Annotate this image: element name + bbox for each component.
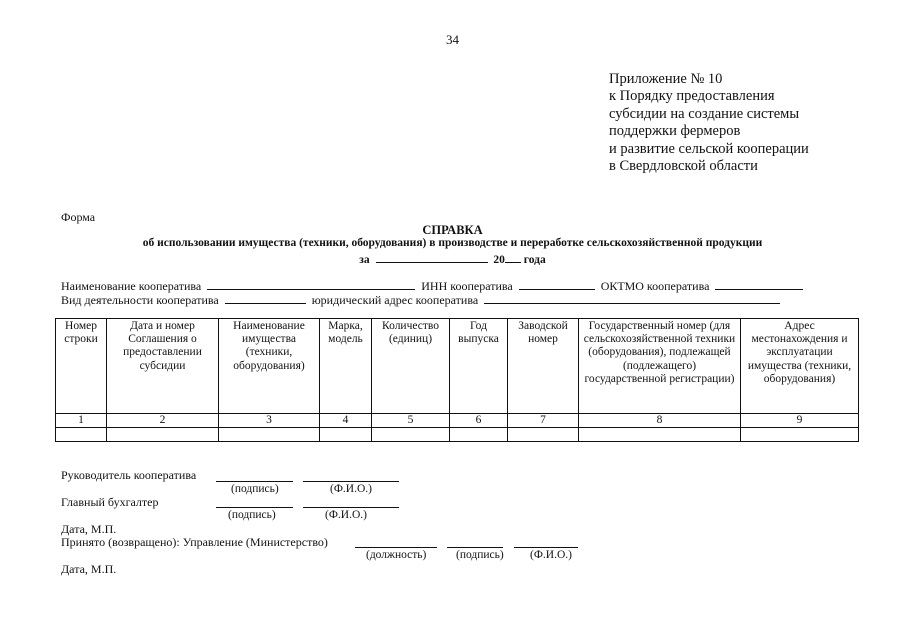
annex-line: поддержки фермеров xyxy=(609,123,741,140)
annex-line: в Свердловской области xyxy=(609,158,758,175)
column-number: 2 xyxy=(107,414,219,428)
signature-caption: (подпись) xyxy=(231,483,279,495)
column-number: 4 xyxy=(320,414,372,428)
annex-line: субсидии на создание системы xyxy=(609,105,800,122)
name-caption: (Ф.И.О.) xyxy=(530,549,572,561)
legal-address-field[interactable] xyxy=(484,292,780,304)
table-cell[interactable] xyxy=(579,428,741,442)
equipment-table xyxy=(55,318,859,442)
column-number: 9 xyxy=(741,414,859,428)
accepted-signature-line[interactable] xyxy=(447,547,503,548)
table-cell[interactable] xyxy=(741,428,859,442)
accepted-label: Принято (возвращено): Управление (Министерство) xyxy=(61,535,328,549)
table-cell[interactable] xyxy=(372,428,450,442)
date-stamp-label: Дата, М.П. xyxy=(61,522,117,536)
year-blank[interactable] xyxy=(505,251,521,263)
position-line[interactable] xyxy=(355,547,437,548)
inn-field[interactable] xyxy=(519,278,595,290)
column-header: Адрес местонахождения и эксплуатации имущества (техники, оборудования) xyxy=(741,319,859,414)
column-number: 8 xyxy=(579,414,741,428)
accountant-signature-line[interactable] xyxy=(216,507,293,508)
activity-fields-row xyxy=(61,292,783,308)
activity-field[interactable] xyxy=(225,292,306,304)
table-cell[interactable] xyxy=(320,428,372,442)
oktmo-label: ОКТМО кооператива xyxy=(600,279,710,293)
table-cell[interactable] xyxy=(107,428,219,442)
table-header-row xyxy=(56,319,859,414)
document-title: СПРАВКА xyxy=(422,223,483,237)
oktmo-field[interactable] xyxy=(715,278,803,290)
column-header: Год выпуска xyxy=(450,319,508,414)
head-label: Руководитель кооператива xyxy=(61,468,197,482)
table-cell[interactable] xyxy=(219,428,320,442)
column-number-row xyxy=(56,414,859,428)
annex-line: к Порядку предоставления xyxy=(609,88,775,105)
table-cell[interactable] xyxy=(56,428,107,442)
column-header: Наименование имущества (техники, оборудования) xyxy=(219,319,320,414)
reporting-period xyxy=(0,251,905,266)
column-header: Номер строки xyxy=(56,319,107,414)
table-row xyxy=(56,428,859,442)
annex-line: Приложение № 10 xyxy=(609,71,723,87)
table-cell[interactable] xyxy=(450,428,508,442)
column-number: 3 xyxy=(219,414,320,428)
table-cell[interactable] xyxy=(508,428,579,442)
column-number: 5 xyxy=(372,414,450,428)
column-number: 1 xyxy=(56,414,107,428)
column-number: 6 xyxy=(450,414,508,428)
document-subtitle: об использовании имущества (техники, оборудования) в производстве и переработке сельскохозяйственной продукции xyxy=(142,237,763,249)
period-blank[interactable] xyxy=(376,251,488,263)
column-header: Количество (единиц) xyxy=(372,319,450,414)
column-number: 7 xyxy=(508,414,579,428)
period-suffix: года xyxy=(523,254,546,266)
activity-label: Вид деятельности кооператива xyxy=(61,293,219,307)
signature-caption: (подпись) xyxy=(456,549,504,561)
form-label: Форма xyxy=(61,210,96,224)
accepted-name-line[interactable] xyxy=(514,547,578,548)
page-number: 34 xyxy=(446,32,459,47)
annex-line: и развитие сельской кооперации xyxy=(609,140,809,157)
head-name-line[interactable] xyxy=(303,481,399,482)
signature-caption: (подпись) xyxy=(228,509,276,521)
period-year-prefix: 20 xyxy=(493,254,505,266)
column-header: Заводской номер xyxy=(508,319,579,414)
column-header: Марка, модель xyxy=(320,319,372,414)
column-header: Дата и номер Соглашения о предоставлении субсидии xyxy=(107,319,219,414)
annex-reference xyxy=(609,71,809,175)
cooperative-name-label: Наименование кооператива xyxy=(61,279,202,293)
accountant-name-line[interactable] xyxy=(303,507,399,508)
cooperative-name-field[interactable] xyxy=(207,278,415,290)
head-signature-line[interactable] xyxy=(216,481,293,482)
accountant-label: Главный бухгалтер xyxy=(61,495,159,509)
column-header: Государственный номер (для сельскохозяйственной техники (оборудования), подлежащей (подлежащего) государственной регистрации) xyxy=(579,319,741,414)
name-caption: (Ф.И.О.) xyxy=(330,483,372,495)
inn-label: ИНН кооператива xyxy=(421,279,513,293)
legal-address-label: юридический адрес кооператива xyxy=(311,293,479,307)
date-stamp-label: Дата, М.П. xyxy=(61,562,117,576)
position-caption: (должность) xyxy=(366,549,427,561)
name-caption: (Ф.И.О.) xyxy=(325,509,367,521)
period-prefix: за xyxy=(359,254,370,266)
